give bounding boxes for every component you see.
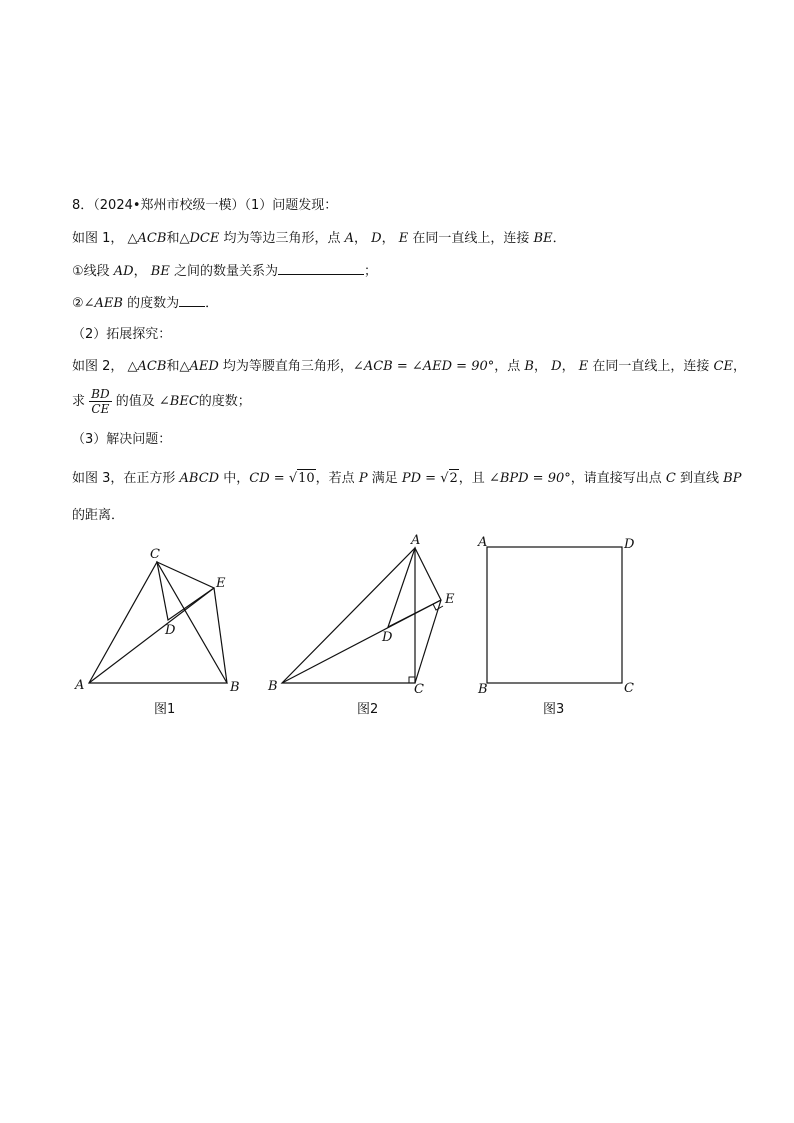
text: ，点 [494, 359, 521, 374]
text: ， [732, 359, 746, 374]
fig1-caption: 图1 [154, 702, 176, 717]
fraction-denominator: CE [91, 402, 110, 416]
text: 如图 3，在正方形 [72, 471, 176, 486]
angle-BEC: ∠BEC [158, 394, 199, 409]
text: 之间的数量关系为 [173, 264, 278, 279]
text: 中， [223, 471, 250, 486]
text: 如图 2， [72, 359, 124, 374]
text: （2）拓展探究： [72, 327, 172, 342]
point-D: D [551, 359, 562, 374]
fig2-label-A: A [411, 533, 421, 548]
text: ，请直接写出点 [570, 471, 662, 486]
line-BP: BP [723, 471, 742, 486]
angle-equation: ∠ACB = ∠AED = 90° [352, 359, 495, 374]
fig2-label-B: B [268, 679, 278, 694]
text: 到直线 [680, 471, 720, 486]
fig2-label-D: D [382, 630, 393, 645]
cd-equation: CD = [249, 471, 285, 486]
text: 的距离． [72, 508, 125, 523]
text: ， [354, 231, 368, 246]
sqrt-sign: √ [440, 471, 449, 486]
point-E: E [578, 359, 589, 374]
pd-equation: PD = [401, 471, 437, 486]
fig3-label-A: A [478, 535, 488, 550]
segment-CE-shape [415, 600, 441, 683]
text: ． [205, 296, 219, 311]
fig1-label-A: A [75, 678, 85, 693]
fig1-label-B: B [230, 680, 240, 695]
text: ． [552, 231, 566, 246]
point-P: P [358, 471, 368, 486]
sqrt-value-2: 2 [449, 471, 458, 486]
square-ABCD: ABCD [179, 471, 220, 486]
sqrt-sign: √ [288, 471, 298, 486]
fig3-caption: 图3 [543, 702, 565, 717]
text: ， [133, 264, 147, 279]
triangle-ACB-shape [89, 562, 227, 683]
text: 均为等腰直角三角形， [222, 359, 353, 374]
point-C: C [665, 471, 676, 486]
text: （3）解决问题： [72, 432, 172, 447]
point-E: E [398, 231, 409, 246]
triangle-DCE: △DCE [179, 231, 220, 246]
text: ， [381, 231, 395, 246]
fig3-label-D: D [624, 537, 635, 552]
text: 求 [72, 394, 86, 409]
text: 均为等边三角形，点 [223, 231, 341, 246]
text: ①线段 [72, 264, 110, 279]
text: ， [533, 359, 547, 374]
fig2-label-E: E [445, 592, 455, 607]
sqrt-value-10: 10 [298, 471, 315, 486]
angle-BPD: ∠BPD = 90° [488, 471, 571, 486]
segment-BE: BE [533, 231, 553, 246]
fraction-numerator: BD [91, 387, 110, 401]
text: 的度数为 [127, 296, 180, 311]
fig3-label-B: B [478, 682, 488, 697]
part1-title: （1）问题发现： [244, 198, 338, 213]
segment-CE: CE [713, 359, 733, 374]
figure-2 [282, 548, 443, 683]
right-angle-mark-E [433, 604, 443, 610]
text: 满足 [371, 471, 398, 486]
fig2-caption: 图2 [357, 702, 379, 717]
square-ABCD-shape [487, 547, 622, 683]
text: ，且 [458, 471, 485, 486]
text: 的度数； [198, 394, 251, 409]
fig1-label-E: E [216, 576, 226, 591]
text: 和 [166, 231, 180, 246]
figure-1 [89, 562, 227, 683]
segment-AD: AD [113, 264, 134, 279]
point-B: B [524, 359, 534, 374]
fig1-label-D: D [165, 623, 176, 638]
angle-AEB: ∠AEB [83, 296, 123, 311]
fig3-label-C: C [624, 681, 634, 696]
segment-BE-shape [214, 588, 227, 683]
segment-BE: BE [150, 264, 170, 279]
fig2-label-C: C [414, 682, 424, 697]
text: 如图 1， [72, 231, 124, 246]
text: ，若点 [315, 471, 355, 486]
line-AE [89, 588, 214, 683]
text: ； [363, 264, 377, 279]
text: 在同一直线上，连接 [592, 359, 710, 374]
text: ② [72, 296, 84, 311]
text: 在同一直线上，连接 [412, 231, 530, 246]
line-BE [282, 600, 441, 683]
problem-number: 8．（2024•郑州市校级一模） [72, 198, 245, 213]
triangle-ACB: △ACB [127, 359, 167, 374]
text: ， [561, 359, 575, 374]
fig1-label-C: C [150, 547, 160, 562]
text: 和 [166, 359, 180, 374]
text: 的值及 [115, 394, 155, 409]
triangle-ACB-shape [282, 548, 415, 683]
triangle-AED: △AED [179, 359, 219, 374]
triangle-ACB: △ACB [127, 231, 167, 246]
point-D: D [371, 231, 382, 246]
point-A: A [344, 231, 354, 246]
